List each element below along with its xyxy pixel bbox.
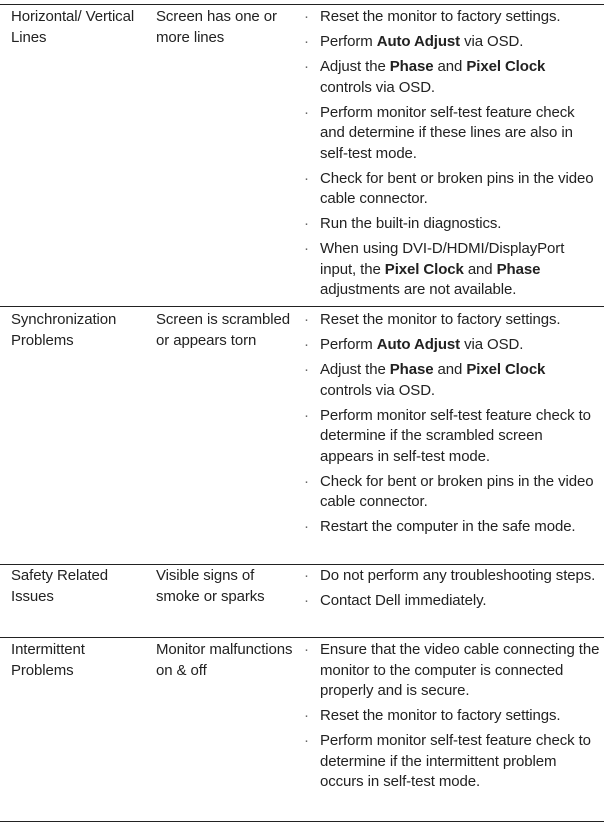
problem-cell: Horizontal/ Vertical Lines <box>11 8 135 46</box>
solution-step <box>304 472 600 513</box>
problem-cell: Synchronization Problems <box>11 311 117 349</box>
row-divider <box>0 306 604 307</box>
solution-step <box>304 169 600 210</box>
step-text: When using DVI-D/HDMI/DisplayPort input, the <box>320 240 565 278</box>
step-text: Perform <box>320 33 377 50</box>
solution-step <box>304 640 600 702</box>
solution-step <box>304 566 600 587</box>
solutions-list <box>304 640 600 797</box>
emphasis-term: Pixel Clock <box>384 260 464 278</box>
step-text: via OSD. <box>460 33 524 50</box>
solution-step <box>304 406 600 468</box>
step-text: Restart the computer in the safe mode. <box>320 518 576 535</box>
solution-step <box>304 239 600 301</box>
solution-step <box>304 591 600 612</box>
symptom-cell: Screen has one or more lines <box>156 8 277 46</box>
step-text: Check for bent or broken pins in the video cable connector. <box>320 169 594 207</box>
step-text: adjustments are not available. <box>320 281 517 298</box>
step-text: Perform monitor self-test feature check to determine if the scrambled screen appears in self-test mode. <box>320 406 591 465</box>
step-text: controls via OSD. <box>320 381 436 399</box>
step-text: Adjust the <box>320 361 390 378</box>
solution-step <box>304 214 600 235</box>
emphasis-term: Auto Adjust <box>376 336 461 353</box>
solution-step <box>304 103 600 165</box>
symptom-cell: Screen is scrambled or appears torn <box>156 311 290 349</box>
table-top-rule <box>0 4 604 5</box>
step-text: Reset the monitor to factory settings. <box>320 8 561 25</box>
row-divider <box>0 564 604 565</box>
step-text: and <box>433 58 467 75</box>
step-text: and <box>463 260 497 278</box>
step-text: Check for bent or broken pins in the video cable connector. <box>320 472 594 510</box>
step-text: via OSD. <box>460 336 524 353</box>
emphasis-term: Pixel Clock <box>466 361 546 378</box>
step-text: and <box>433 361 467 378</box>
step-text: Perform <box>320 336 377 353</box>
solution-step <box>304 731 600 793</box>
emphasis-term: Pixel Clock <box>466 58 546 75</box>
step-text: Run the built-in diagnostics. <box>320 215 502 232</box>
symptom-cell: Monitor malfunctions on & off <box>156 641 293 679</box>
solution-step <box>304 7 600 28</box>
step-text: Reset the monitor to factory settings. <box>320 707 561 724</box>
solutions-list <box>304 310 600 542</box>
step-text: Adjust the <box>320 58 390 75</box>
step-text: Perform monitor self-test feature check and determine if these lines are also in self-test mode. <box>320 103 575 162</box>
step-text: Reset the monitor to factory settings. <box>320 311 561 328</box>
step-text: Perform monitor self-test feature check to determine if the intermittent problem occurs in self-test mode. <box>320 732 591 790</box>
problem-cell: Intermittent Problems <box>11 641 85 679</box>
step-text: Contact Dell immediately. <box>320 592 487 609</box>
symptom-cell: Visible signs of smoke or sparks <box>156 567 265 605</box>
solution-step <box>304 32 600 53</box>
step-text: controls via OSD. <box>320 78 436 96</box>
solutions-list <box>304 7 600 305</box>
emphasis-term: Phase <box>389 361 434 378</box>
emphasis-term: Phase <box>389 58 434 75</box>
solution-step <box>304 360 600 401</box>
solutions-list <box>304 566 600 616</box>
step-text: Do not perform any troubleshooting steps. <box>320 567 596 584</box>
problem-cell: Safety Related Issues <box>11 567 108 605</box>
table-bottom-rule <box>0 821 604 822</box>
emphasis-term: Phase <box>496 260 541 278</box>
step-text: Ensure that the video cable connecting the monitor to the computer is connected properly and is secure. <box>320 641 600 699</box>
solution-step <box>304 57 600 98</box>
row-divider <box>0 637 604 638</box>
solution-step <box>304 706 600 727</box>
solution-step <box>304 335 600 356</box>
solution-step <box>304 517 600 538</box>
emphasis-term: Auto Adjust <box>376 33 461 50</box>
solution-step <box>304 310 600 331</box>
